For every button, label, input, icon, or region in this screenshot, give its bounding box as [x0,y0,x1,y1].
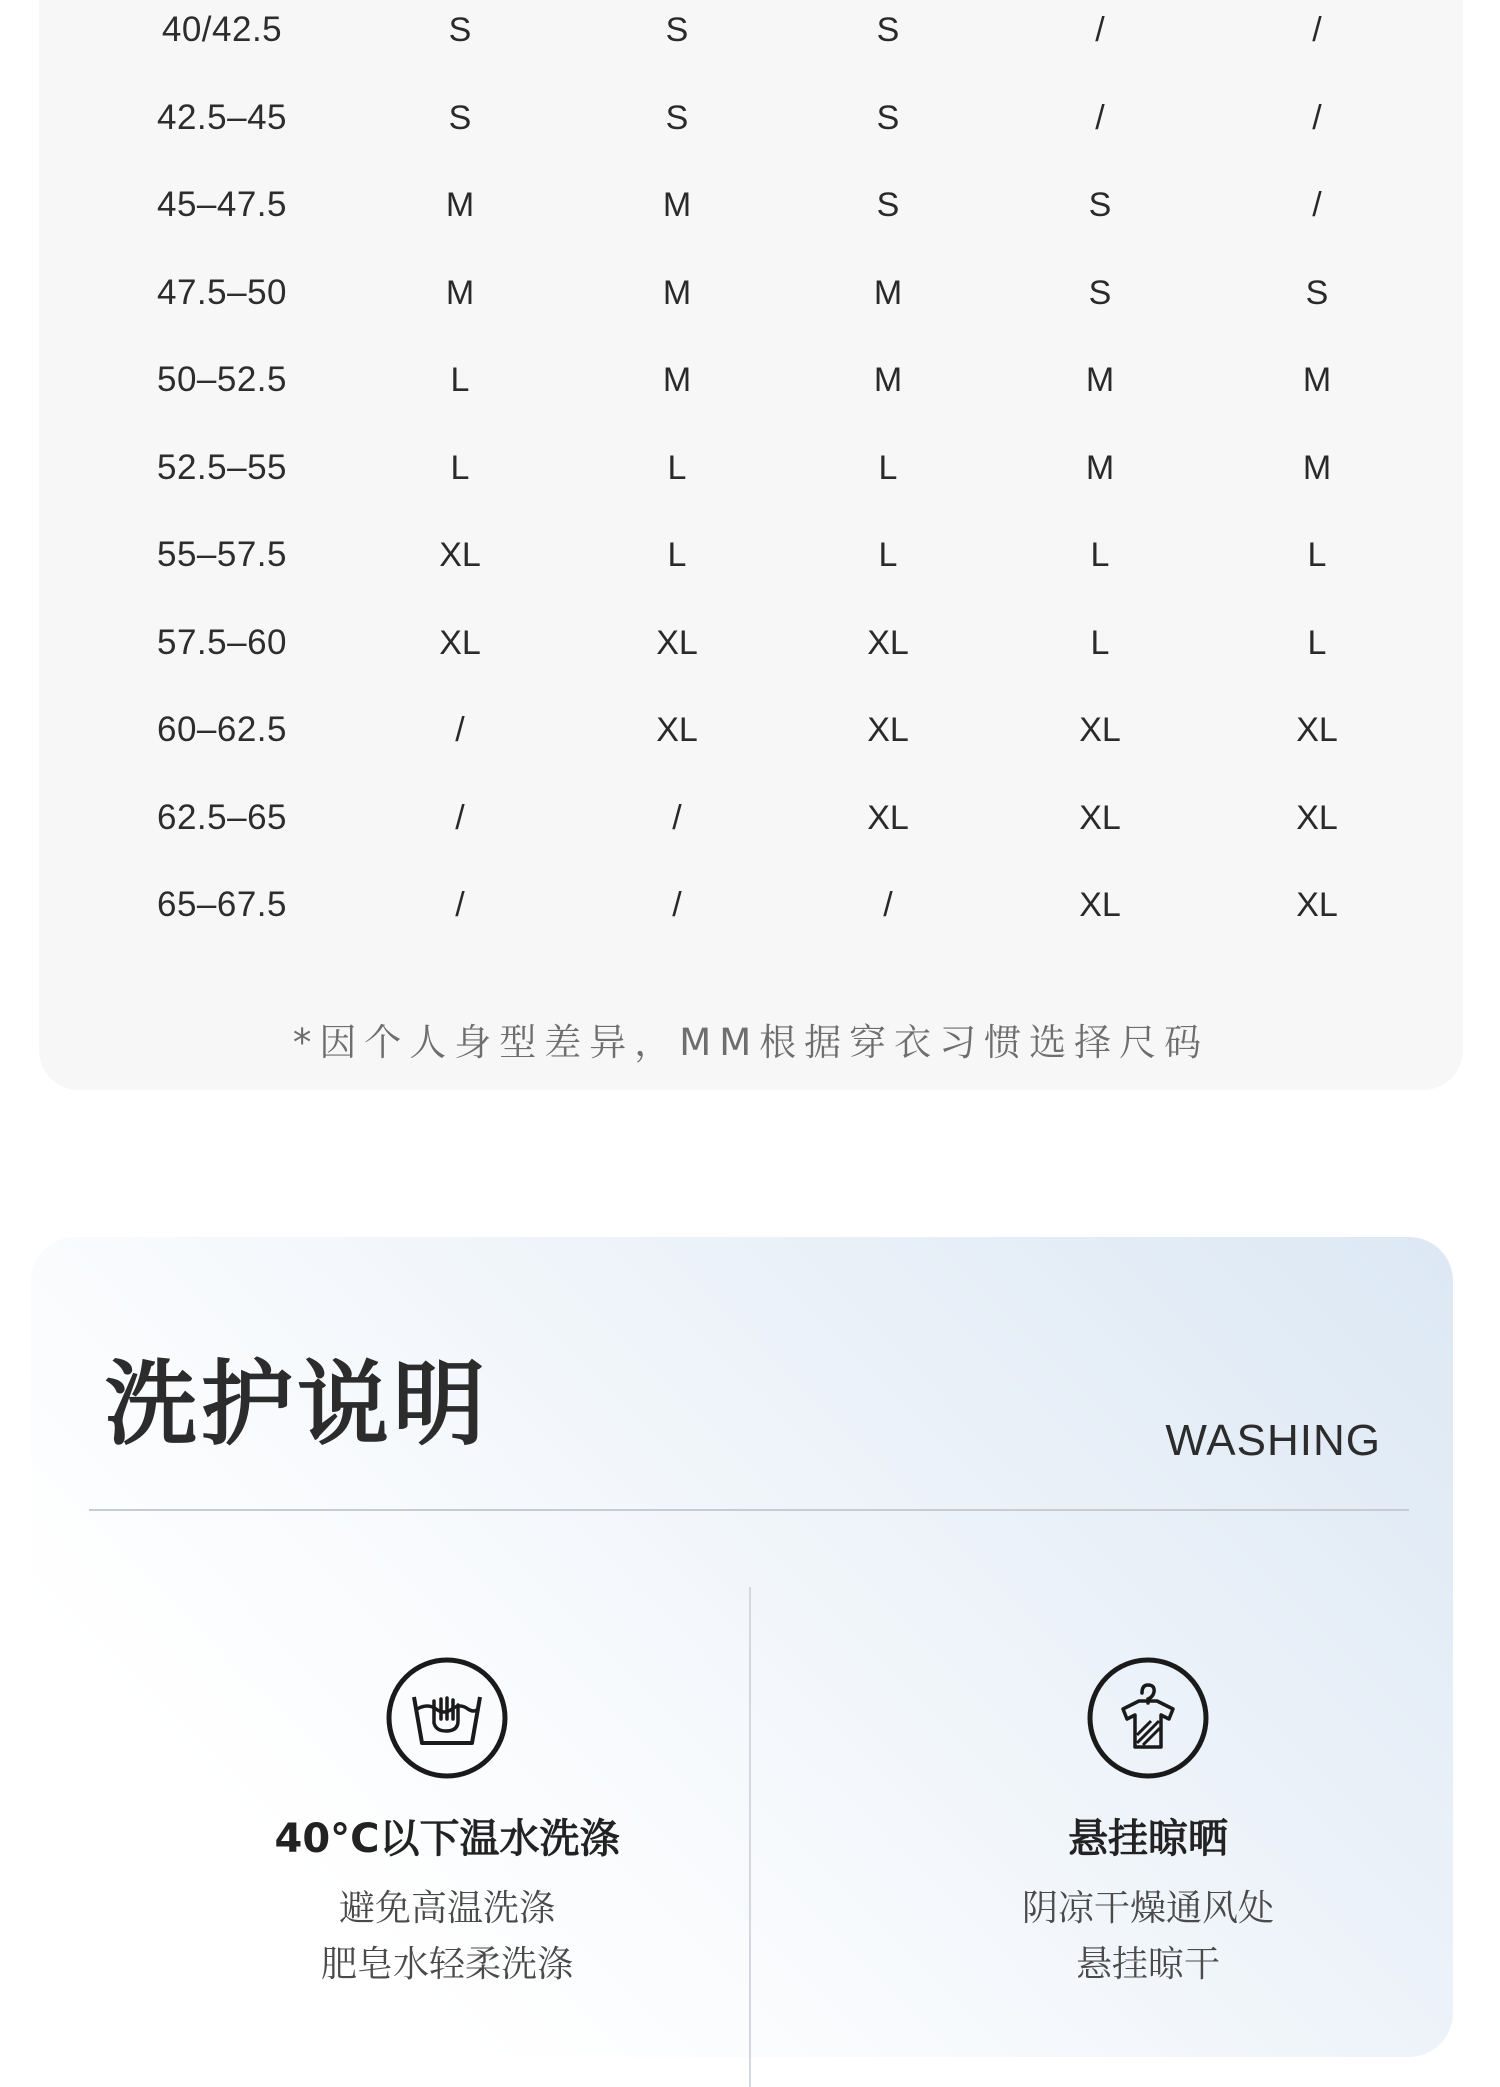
size-row [39,175,1463,235]
size-cell: / [1095,11,1105,49]
size-cell: / [1312,186,1322,224]
size-cell: L [1307,536,1327,574]
care-title-hand-wash: 40°C以下温水洗涤 [274,1816,620,1862]
size-row [39,438,1463,498]
size-range-cell: 60–62.5 [156,710,288,749]
size-cell: XL [1079,798,1121,837]
size-cell: M [445,186,475,224]
size-cell: S [1305,273,1329,312]
size-cell: / [672,886,682,924]
washing-subtitle: WASHING [1165,1416,1381,1465]
size-cell: XL [867,623,909,662]
size-cell: M [662,361,692,399]
size-row [39,700,1463,760]
size-cell: S [448,98,472,137]
size-cell: / [672,798,682,837]
size-row [39,525,1463,585]
size-note: *因个人身型差异，MM根据穿衣习惯选择尺码 [292,1021,1210,1064]
size-cell: XL [1296,798,1338,837]
size-range-cell: 57.5–60 [156,622,288,662]
size-row [39,263,1463,323]
size-cell: XL [439,536,481,574]
size-cell: L [667,536,687,574]
size-range-cell: 52.5–55 [156,447,288,487]
size-chart-card [39,0,1463,1090]
size-cell: XL [656,623,698,662]
care-line: 肥皂水轻柔洗涤 [320,1944,573,1985]
size-cell: S [876,98,900,137]
size-cell: S [665,11,689,49]
care-item-hang-dry [868,1657,1428,1993]
size-range-cell: 50–52.5 [156,360,288,399]
size-cell: XL [656,711,698,749]
care-desc-hand-wash [167,1881,727,1993]
size-row [39,613,1463,673]
size-cell: M [873,273,903,312]
size-cell: / [455,711,465,749]
size-cell: S [1088,273,1112,312]
size-range-cell: 40/42.5 [161,10,283,49]
size-cell: XL [1079,711,1121,749]
size-cell: XL [1079,886,1121,924]
size-cell: XL [867,798,909,837]
size-cell: M [1302,361,1332,399]
size-cell: M [1302,448,1332,487]
size-cell: M [873,361,903,399]
care-desc-hang-dry [868,1881,1428,1993]
size-cell: / [455,798,465,837]
size-cell: XL [1296,886,1338,924]
size-row [39,788,1463,848]
size-cell: XL [439,623,481,662]
size-cell: S [876,186,900,224]
size-cell: M [1085,361,1115,399]
size-row [39,350,1463,410]
size-cell: M [662,186,692,224]
size-cell: XL [867,711,909,749]
washing-card [31,1237,1453,2057]
care-line: 阴凉干燥通风处 [1021,1888,1274,1929]
size-range-cell: 65–67.5 [156,885,288,924]
size-cell: XL [1296,711,1338,749]
care-line: 避免高温洗涤 [338,1888,555,1929]
size-cell: L [1307,623,1327,662]
care-item-hand-wash [167,1657,727,1993]
size-cell: L [667,448,687,487]
size-cell: / [1312,11,1322,49]
column-divider [749,1587,751,2087]
size-cell: L [1090,623,1110,662]
size-cell: L [1090,536,1110,574]
size-row [39,0,1463,60]
size-cell: M [445,273,475,312]
size-cell: / [1312,98,1322,137]
size-cell: S [1088,186,1112,224]
size-cell: S [876,11,900,49]
size-cell: M [1085,448,1115,487]
hang-dry-icon [1087,1657,1209,1779]
size-range-cell: 47.5–50 [156,272,288,312]
care-title-hang-dry: 悬挂晾晒 [1068,1816,1228,1862]
size-cell: / [1095,98,1105,137]
size-range-cell: 42.5–45 [156,97,288,137]
size-cell: M [662,273,692,312]
size-cell: S [448,11,472,49]
care-line: 悬挂晾干 [1075,1944,1220,1985]
hand-wash-icon [386,1657,508,1779]
size-cell: / [883,886,893,924]
size-cell: L [878,536,898,574]
size-cell: L [878,448,898,487]
washing-title: 洗护说明 [105,1351,490,1458]
title-divider [89,1509,1409,1511]
size-cell: L [450,448,470,487]
size-range-cell: 45–47.5 [156,185,288,224]
size-row [39,88,1463,148]
size-row [39,875,1463,935]
size-cell: L [450,361,470,399]
size-cell: S [665,98,689,137]
size-range-cell: 62.5–65 [156,797,288,837]
size-range-cell: 55–57.5 [156,535,288,574]
size-cell: / [455,886,465,924]
